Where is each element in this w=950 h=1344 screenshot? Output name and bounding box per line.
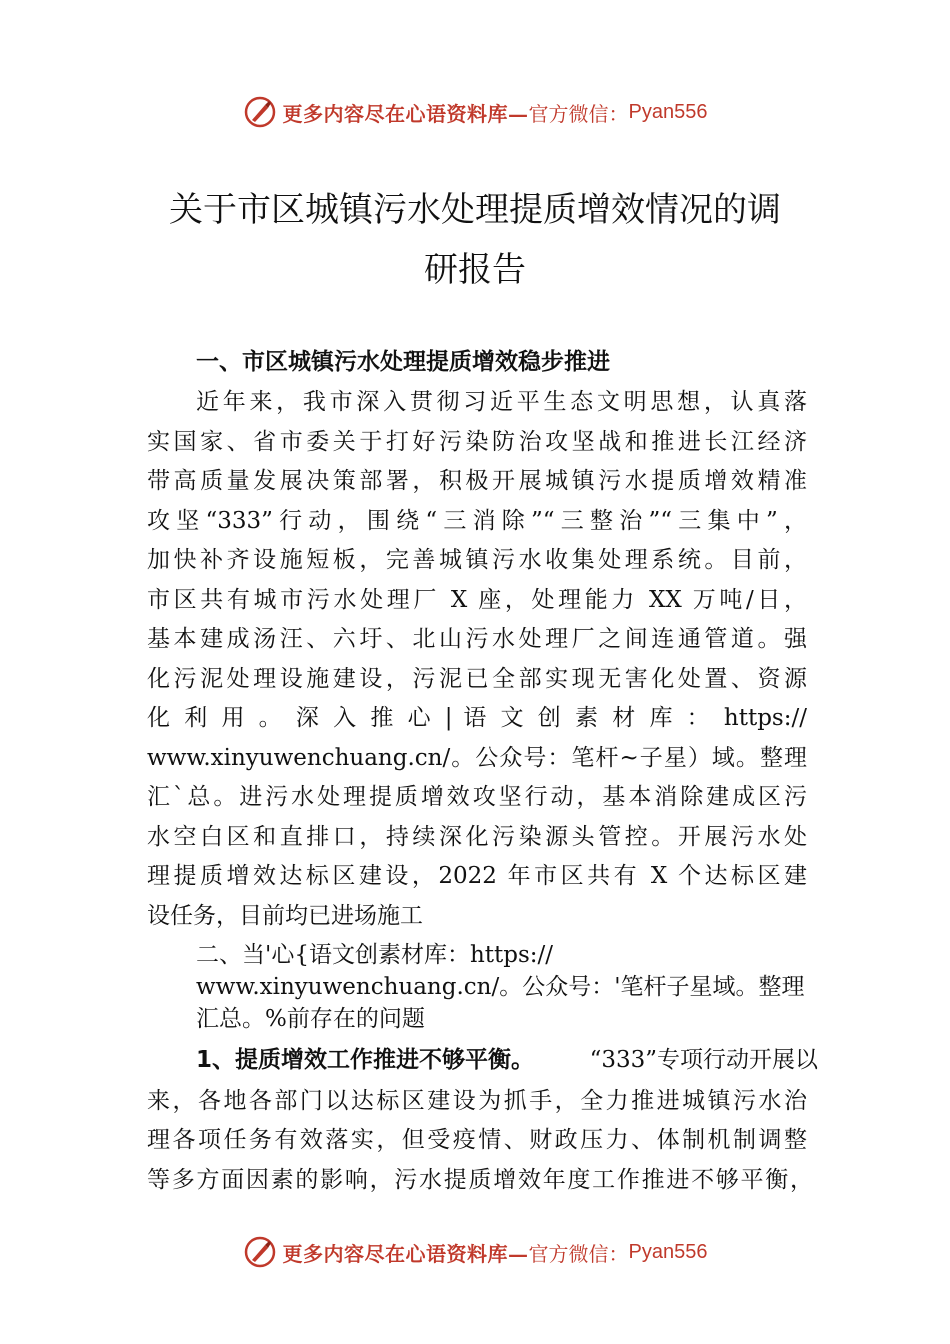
body-line: 来，各地各部门以达标区建设为抓手，全力推进城镇污水治: [147, 1088, 807, 1114]
banner-text: 更多内容尽在心语资料库—: [282, 1241, 529, 1266]
body-line: 理提质增效达标区建设，2022 年市区共有 X 个达标区建: [147, 863, 807, 889]
body-line: 市区共有城市污水处理厂 X 座，处理能力 XX 万吨/日，: [147, 587, 807, 613]
banner-wechat-id: Pyan556: [628, 100, 708, 123]
item-1-first-line: [196, 1044, 818, 1076]
item-1-lead-rest: “333”专项行动开展以: [589, 1047, 818, 1073]
header-banner: [0, 92, 950, 132]
section-2-line: 汇总。%前存在的问题: [196, 1006, 425, 1032]
banner-wechat-label: 官方微信：: [528, 101, 629, 126]
item-1-lead: 1、提质增效工作推进不够平衡。: [196, 1047, 535, 1073]
body-line: 加快补齐设施短板，完善城镇污水收集处理系统。目前，: [147, 547, 807, 573]
document-title-line-2: 研报告: [424, 250, 526, 290]
footer-banner: [0, 1232, 950, 1272]
document-title-line-1: 关于市区城镇污水处理提质增效情况的调: [169, 190, 781, 230]
section-1-heading: 一、市区城镇污水处理提质增效稳步推进: [196, 349, 610, 375]
banner-wechat-id: Pyan556: [628, 1240, 708, 1263]
body-line: 化 利 用 。 深 入 推 心 | 语 文 创 素 材 库 ： https://: [147, 705, 807, 731]
body-line: 带高质量发展决策部署，积极开展城镇污水提质增效精准: [147, 468, 807, 494]
body-line: 攻坚“333”行动，围绕“三消除”“三整治”“三集中”，: [147, 508, 807, 534]
section-2-line: www.xinyuwenchuang.cn/。公众号：'笔杆子星域。整理: [196, 974, 805, 1000]
body-line: 实国家、省市委关于打好污染防治攻坚战和推进长江经济: [147, 429, 807, 455]
banner-wechat-label: 官方微信：: [528, 1241, 629, 1266]
body-line: 设任务，目前均已进场施工: [147, 903, 423, 929]
body-line: 基本建成汤汪、六圩、北山污水处理厂之间连通管道。强: [147, 626, 807, 652]
body-line: 水空白区和直排口，持续深化污染源头管控。开展污水处: [147, 824, 807, 850]
section-2-line: 二、当'心{语文创素材库：https://: [196, 942, 554, 968]
body-line: 汇`总。进污水处理提质增效攻坚行动，基本消除建成区污: [147, 784, 807, 810]
body-line: www.xinyuwenchuang.cn/。公众号：笔杆~子星）域。整理: [147, 745, 807, 771]
body-line: 理各项任务有效落实，但受疫情、财政压力、体制机制调整: [147, 1127, 807, 1153]
banner-text: 更多内容尽在心语资料库—: [282, 101, 529, 126]
fountain-pen-seal-icon: [243, 1235, 277, 1269]
body-line: 等多方面因素的影响，污水提质增效年度工作推进不够平衡，: [147, 1167, 813, 1193]
body-line: 化污泥处理设施建设，污泥已全部实现无害化处置、资源: [147, 666, 807, 692]
fountain-pen-seal-icon: [243, 95, 277, 129]
body-line: 近年来，我市深入贯彻习近平生态文明思想，认真落: [196, 389, 807, 415]
